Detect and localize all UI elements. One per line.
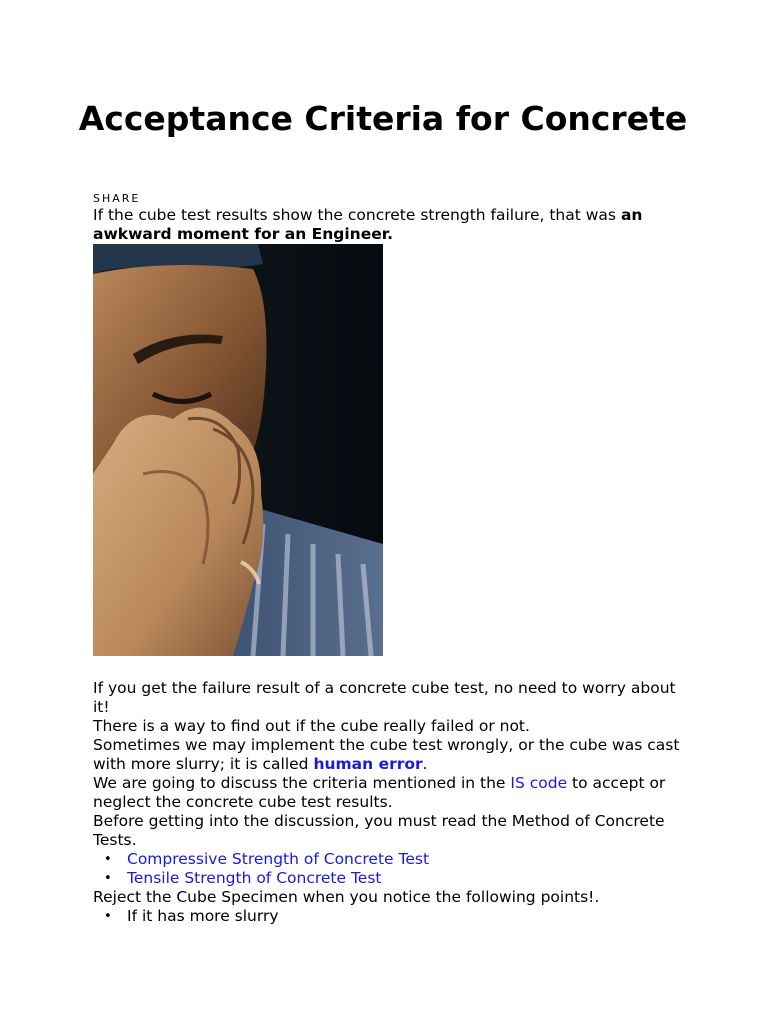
intro-text: If the cube test results show the concrete strength failure, that was: [93, 206, 621, 224]
paragraph-2: There is a way to find out if the cube really failed or not.: [93, 717, 530, 735]
tensile-strength-link[interactable]: Tensile Strength of Concrete Test: [127, 869, 382, 887]
human-error-link[interactable]: human error: [313, 755, 423, 773]
paragraph-4-end: to accept or neglect the concrete cube test results.: [93, 774, 666, 811]
paragraph-3-text: Sometimes we may implement the cube test wrongly, or the cube was cast with more slurry; it is called: [93, 736, 680, 773]
paragraph-5: Before getting into the discussion, you must read the Method of Concrete Tests.: [93, 812, 665, 849]
test-links-list: [93, 850, 683, 888]
paragraph-3-end: .: [422, 755, 428, 773]
list-item: [127, 869, 683, 888]
list-item: • If it has more slurry: [127, 907, 683, 926]
paragraph-3: [93, 736, 683, 774]
paragraph-1: If you get the failure result of a concrete cube test, no need to worry about it!: [93, 679, 676, 716]
compressive-strength-link[interactable]: Compressive Strength of Concrete Test: [127, 850, 430, 868]
reject-points-list: [93, 907, 683, 926]
intro-paragraph: [93, 206, 683, 244]
article-photo: [93, 244, 383, 656]
intro-bold-text: an awkward moment for an Engineer.: [93, 206, 643, 243]
share-link[interactable]: SHARE: [93, 192, 141, 205]
list-item: [127, 850, 683, 869]
article-body: [93, 679, 683, 926]
page-title: Acceptance Criteria for Concrete: [78, 99, 688, 138]
paragraph-4: [93, 774, 683, 812]
is-code-link[interactable]: IS code: [510, 774, 568, 792]
paragraph-4-text: We are going to discuss the criteria mentioned in the: [93, 774, 511, 792]
paragraph-6: Reject the Cube Specimen when you notice the following points!.: [93, 888, 600, 906]
